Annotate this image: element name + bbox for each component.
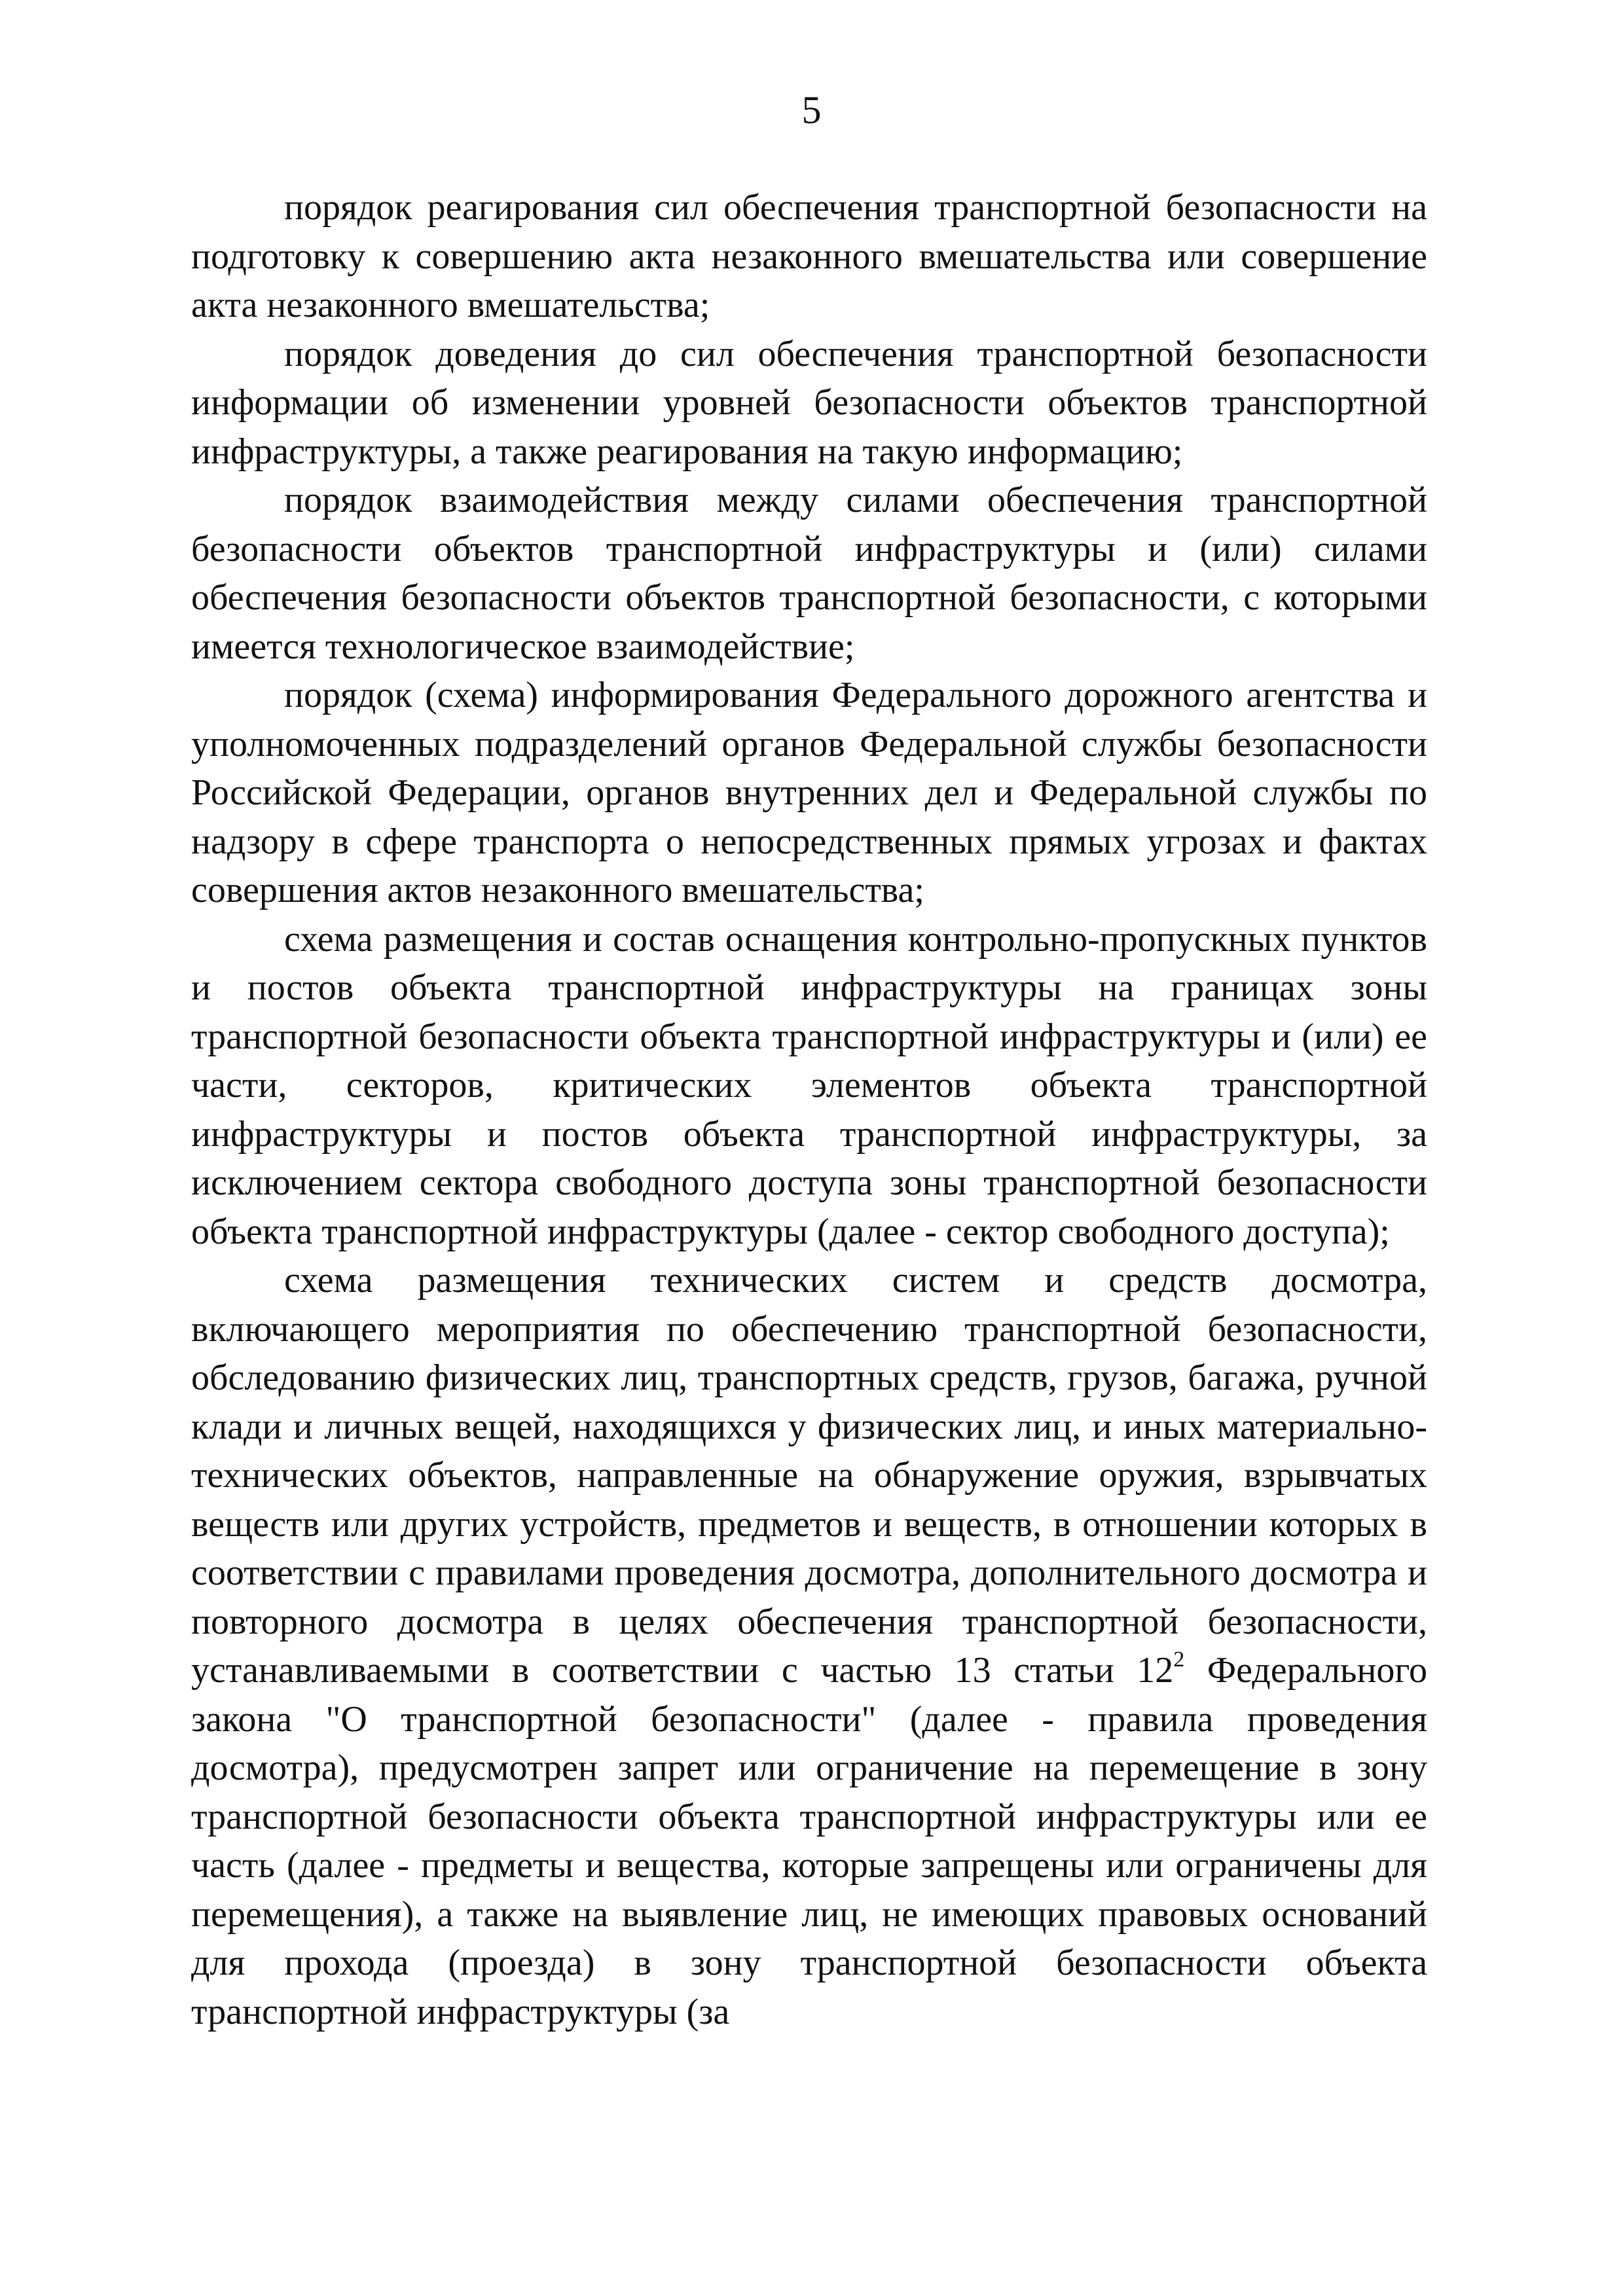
paragraph-inspection-equipment bbox=[191, 1256, 1427, 2036]
paragraph-inspection-text-after: Федерального закона "О транспортной безопасности" (далее - правила проведения досмотра), предусмотрен запрет или ограничение на перемещение в зону транспортной безопасности объекта транспортной инфраструктуры или ее часть (далее - предметы и вещества, которые запрещены или ограничены для перемещения), а также на выявление лиц, не имеющих правовых оснований для прохода (проезда) в зону транспортной безопасности объекта транспортной инфраструктуры (за bbox=[191, 1650, 1427, 2032]
paragraph-security-level-info: порядок доведения до сил обеспечения транспортной безопасности информации об изменении уровней безопасности объектов транспортной инфраструктуры, а также реагирования на такую информацию; bbox=[191, 333, 1427, 472]
paragraph-interaction-procedure: порядок взаимодействия между силами обеспечения транспортной безопасности объектов транспортной инфраструктуры и (или) силами обеспечения безопасности объектов транспортной безопасности, с которыми имеется технологическое взаимодействие; bbox=[191, 480, 1427, 667]
paragraph-checkpoint-layout: схема размещения и состав оснащения контрольно-пропускных пунктов и постов объекта транспортной инфраструктуры на границах зоны транспортной безопасности объекта транспортной инфраструктуры и (или) ее части, секторов, критических элементов объекта транспортной инфраструктуры и постов объекта транспортной инфраструктуры, за исключением сектора свободного доступа зоны транспортной безопасности объекта транспортной инфраструктуры (далее - сектор свободного доступа); bbox=[191, 918, 1427, 1252]
paragraph-response-procedure: порядок реагирования сил обеспечения транспортной безопасности на подготовку к совершению акта незаконного вмешательства или совершение акта незаконного вмешательства; bbox=[191, 187, 1427, 325]
article-superscript: 2 bbox=[1173, 1647, 1185, 1672]
paragraph-inspection-text-before: схема размещения технических систем и средств досмотра, включающего мероприятия по обеспечению транспортной безопасности, обследованию физических лиц, транспортных средств, грузов, багажа, ручной клади и личных вещей, находящихся у физических лиц, и иных материально-технических объектов, направленные на обнаружение оружия, взрывчатых веществ или других устройств, предметов и веществ, в отношении которых в соответствии с правилами проведения досмотра, дополнительного досмотра и повторного досмотра в целях обеспечения транспортной безопасности, устанавливаемыми в соответствии с частью 13 статьи 12 bbox=[191, 1260, 1427, 1691]
document-body bbox=[191, 183, 1427, 2036]
page-number: 5 bbox=[801, 88, 822, 132]
paragraph-notification-scheme: порядок (схема) информирования Федерального дорожного агентства и уполномоченных подразделений органов Федеральной службы безопасности Российской Федерации, органов внутренних дел и Федеральной службы по надзору в сфере транспорта о непосредственных прямых угрозах и фактах совершения актов незаконного вмешательства; bbox=[191, 675, 1427, 910]
